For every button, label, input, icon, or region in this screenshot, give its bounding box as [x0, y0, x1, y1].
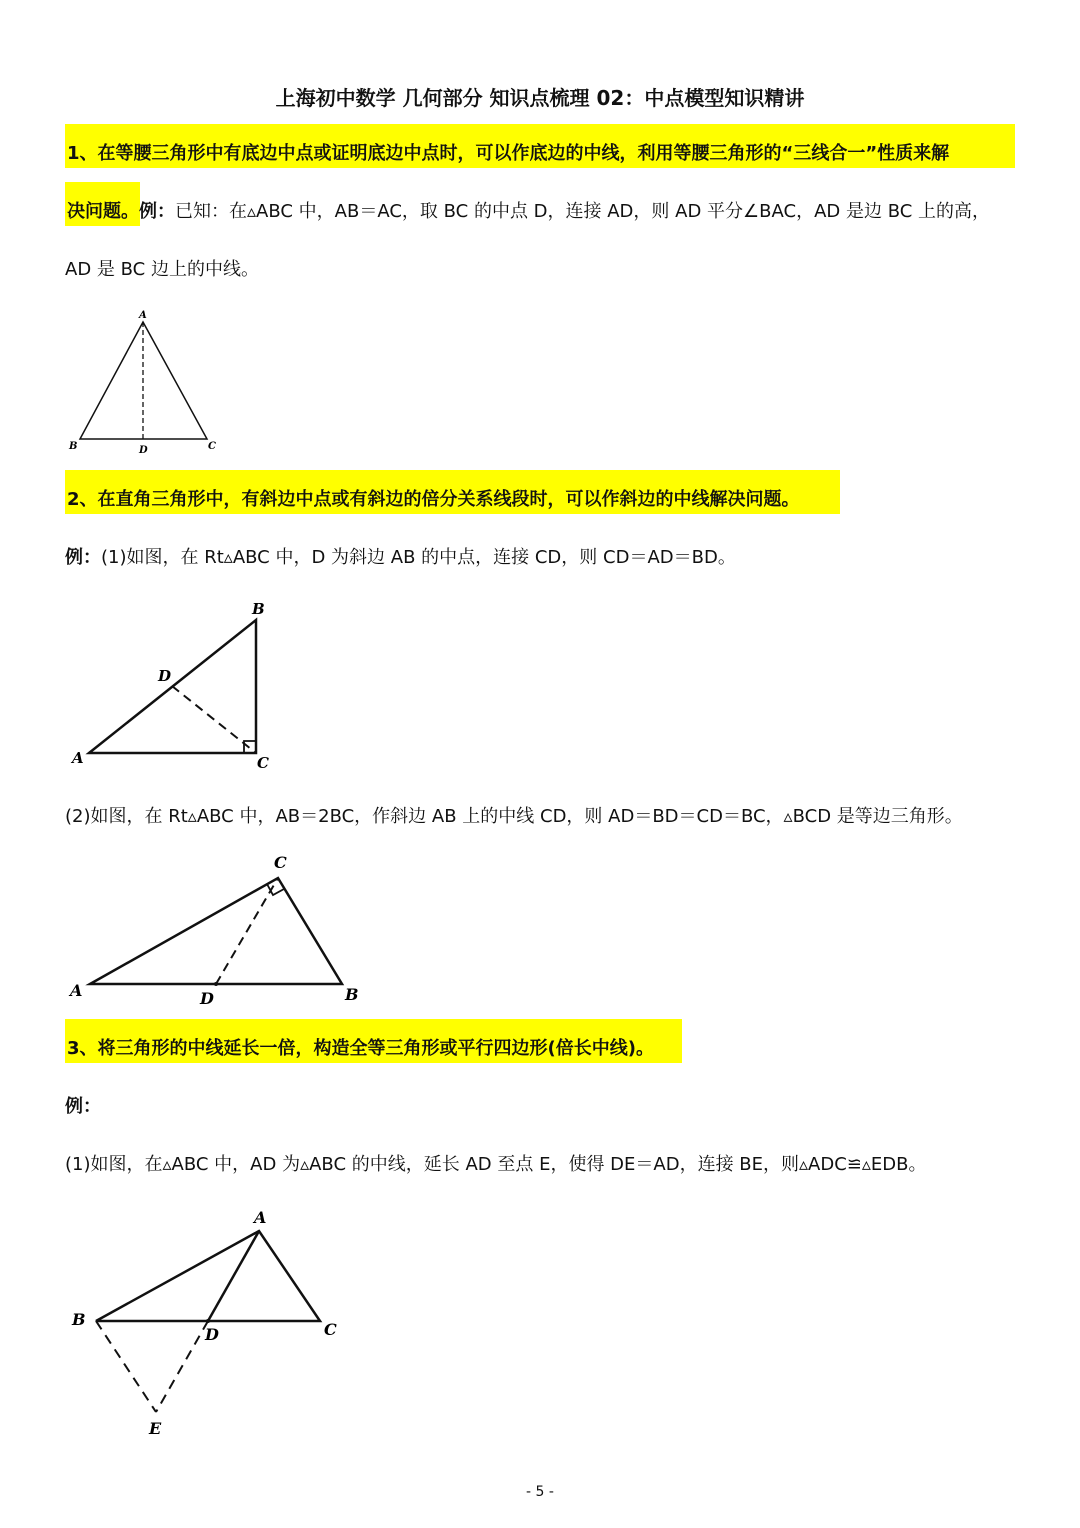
section1-example-text-1: 已知：在▵ABC 中，AB＝AC，取 BC 的中点 D，连接 AD，则 AD 平分∠BAC，AD 是边 BC 上的高， [175, 201, 991, 222]
section2-example1-text: (1)如图，在 Rt▵ABC 中，D 为斜边 AB 的中点，连接 CD，则 CD＝AD＝BD。 [101, 547, 736, 568]
right-angle-mark [244, 741, 256, 753]
section1-example-text-2: AD 是 BC 边上的中线。 [65, 259, 259, 280]
section2-example-label: 例： [65, 547, 101, 568]
label-b: B [252, 600, 265, 618]
section1-line2 [67, 199, 990, 225]
section3-example1-text: (1)如图，在▵ABC 中，AD 为▵ABC 的中线，延长 AD 至点 E，使得 DE＝AD，连接 BE，则▵ADC≌▵EDB。 [65, 1154, 927, 1175]
right-triangle-figure-1 [60, 595, 290, 780]
extension-de [156, 1321, 208, 1412]
label-d: D [200, 989, 214, 1008]
label-a: A [254, 1208, 267, 1227]
median-cd-2 [216, 878, 278, 984]
page-title: 上海初中数学 几何部分 知识点梳理 02：中点模型知识精讲 [275, 86, 805, 110]
section3-heading: 3、将三角形的中线延长一倍，构造全等三角形或平行四边形(倍长中线)。 [67, 1038, 654, 1059]
label-c: C [257, 754, 269, 772]
section3-example-label: 例： [65, 1096, 101, 1117]
label-e: E [149, 1419, 162, 1438]
right-triangle-figure-2 [60, 850, 370, 1015]
triangle-abc [96, 1231, 320, 1321]
point-d [206, 1319, 210, 1323]
section1-heading-line2: 决问题。 [67, 201, 139, 222]
label-b: B [345, 985, 359, 1004]
label-b: B [69, 441, 78, 452]
page-number: - 5 - [526, 1484, 554, 1500]
isosceles-triangle-figure [60, 300, 230, 465]
label-d: D [158, 667, 172, 685]
label-a: A [72, 749, 84, 767]
right-triangle-abc-2 [90, 878, 342, 984]
label-d: D [205, 1325, 219, 1344]
section1-heading-line1: 1、在等腰三角形中有底边中点或证明底边中点时，可以作底边的中线，利用等腰三角形的“三线合一”性质来解 [67, 143, 950, 164]
section2-example1-line [65, 545, 736, 571]
section1-example-label: 例： [139, 201, 175, 222]
median-extension-figure [60, 1200, 360, 1450]
label-c: C [208, 441, 216, 452]
label-b: B [72, 1310, 86, 1329]
label-c: C [324, 1320, 337, 1339]
label-d: D [139, 445, 148, 456]
section2-example2-text: (2)如图，在 Rt▵ABC 中，AB＝2BC，作斜边 AB 上的中线 CD，则 AD＝BD＝CD＝BC，▵BCD 是等边三角形。 [65, 806, 963, 827]
point-d [214, 982, 218, 986]
label-c: C [274, 853, 287, 872]
label-a: A [139, 310, 147, 321]
section2-heading: 2、在直角三角形中，有斜边中点或有斜边的倍分关系线段时，可以作斜边的中线解决问题。 [67, 489, 800, 510]
segment-be [96, 1321, 156, 1412]
label-a: A [70, 981, 83, 1000]
